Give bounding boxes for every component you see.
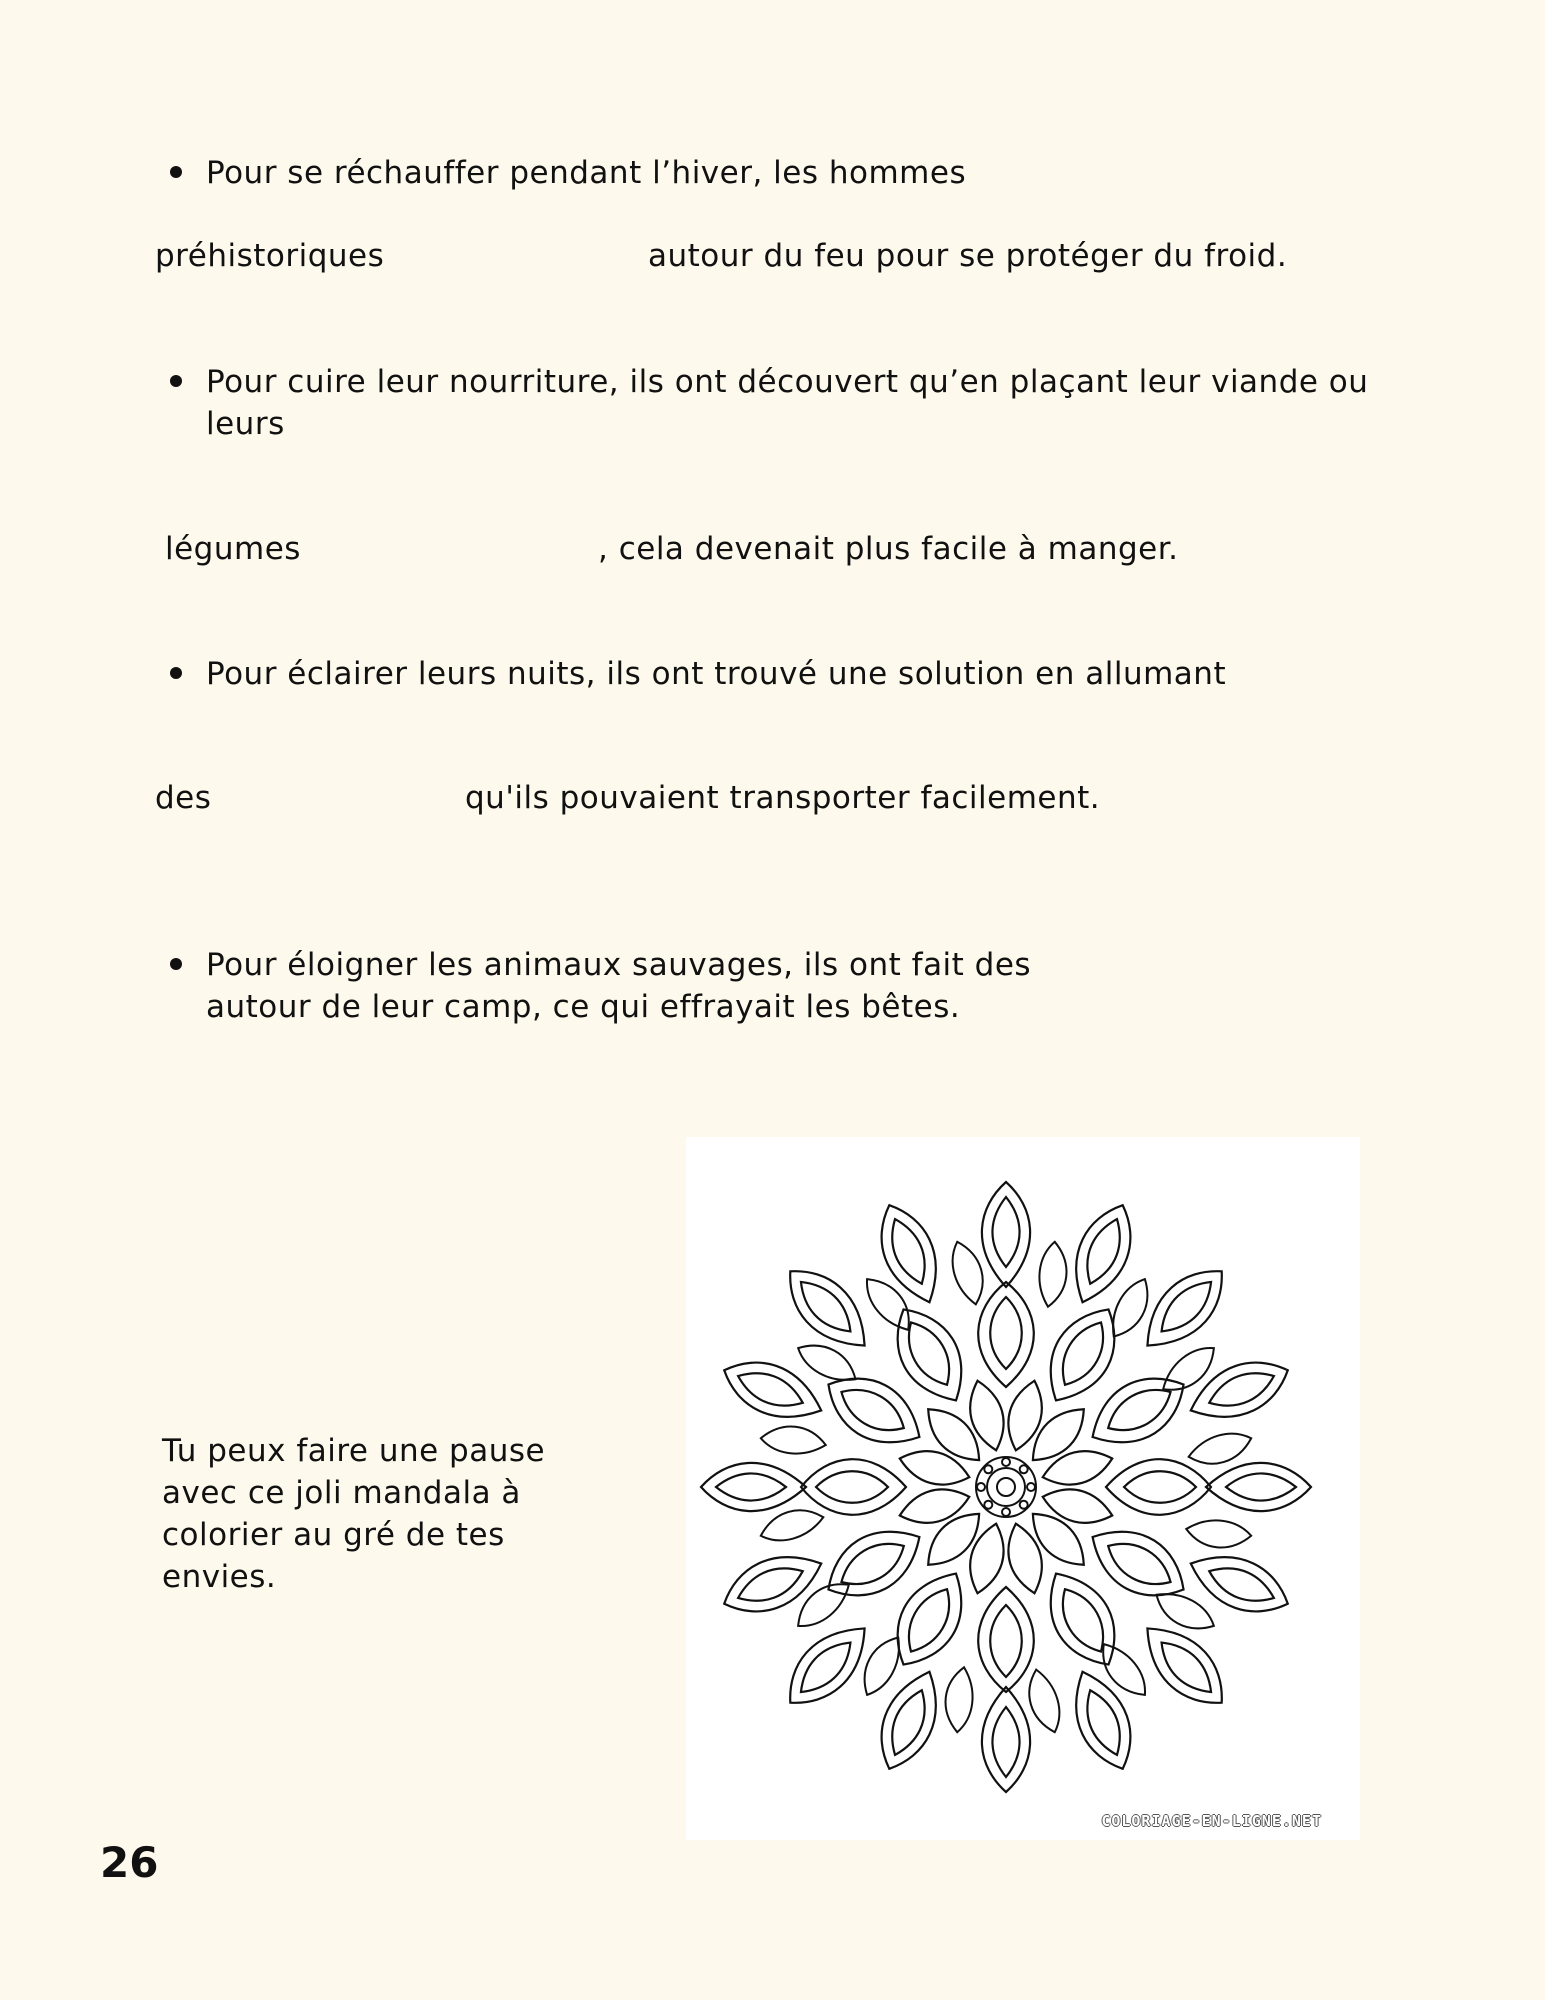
item-2-line-2-end: , cela devenait plus facile à manger. xyxy=(598,531,1179,567)
item-3-line-2-start: des xyxy=(155,780,212,816)
pause-line: colorier au gré de tes xyxy=(162,1517,505,1553)
pause-paragraph xyxy=(162,1430,582,1598)
page-number: 26 xyxy=(100,1838,159,1887)
item-1-line-2-end: autour du feu pour se protéger du froid. xyxy=(648,238,1288,274)
item-3-line-1: Pour éclairer leurs nuits, ils ont trouvé une solution en allumant xyxy=(206,656,1227,692)
item-4-line-1b: autour de leur camp, ce qui effrayait les bêtes. xyxy=(206,989,961,1025)
item-3-line-2-end: qu'ils pouvaient transporter facilement. xyxy=(465,780,1101,816)
item-4-line-1: Pour éloigner les animaux sauvages, ils ont fait des xyxy=(206,947,1032,983)
mandala-illustration xyxy=(686,1137,1360,1840)
item-2-line-1b: leurs xyxy=(206,406,285,442)
item-1-line-2-start: préhistoriques xyxy=(155,238,385,274)
item-2-line-2-start: légumes xyxy=(165,531,301,567)
pause-line: avec ce joli mandala à xyxy=(162,1475,521,1511)
item-1-line-1: Pour se réchauffer pendant l’hiver, les hommes xyxy=(206,155,967,191)
item-2-line-1: Pour cuire leur nourriture, ils ont découvert qu’en plaçant leur viande ou xyxy=(206,364,1369,400)
bullet-marker xyxy=(170,667,182,679)
pause-line: envies. xyxy=(162,1559,277,1595)
bullet-marker xyxy=(170,166,182,178)
bullet-marker xyxy=(170,958,182,970)
bullet-marker xyxy=(170,375,182,387)
image-credit: COLORIAGE-EN-LIGNE.NET xyxy=(1101,1812,1322,1830)
mandala-image xyxy=(686,1137,1360,1840)
pause-line: Tu peux faire une pause xyxy=(162,1433,546,1469)
